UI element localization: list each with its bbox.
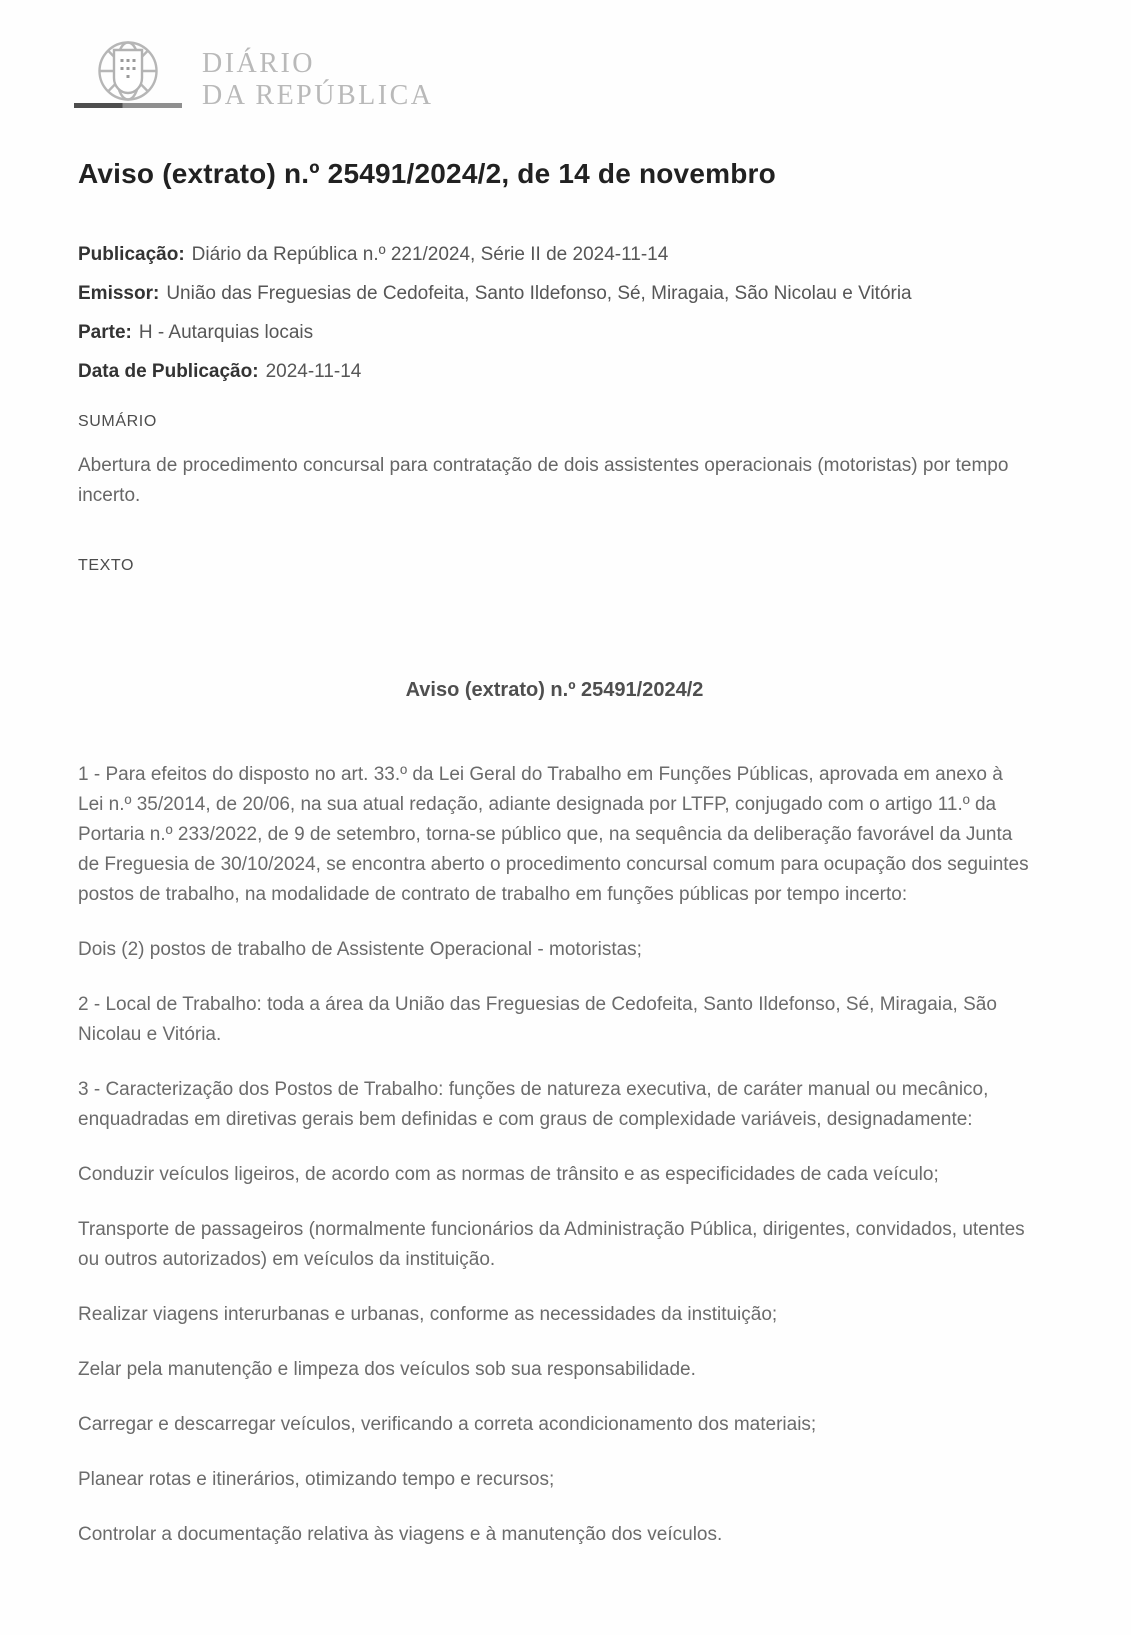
metadata-value: União das Freguesias de Cedofeita, Santo Ildefonso, Sé, Miragaia, São Nicolau e Vitória — [166, 282, 912, 304]
body-paragraph: Conduzir veículos ligeiros, de acordo com as normas de trânsito e as especificidades de cada veículo; — [78, 1163, 939, 1185]
body-paragraph: Dois (2) postos de trabalho de Assistente Operacional - motoristas; — [78, 938, 642, 960]
body-paragraph: Realizar viagens interurbanas e urbanas, conforme as necessidades da instituição; — [78, 1303, 778, 1325]
logo-line-2: DA REPÚBLICA — [202, 79, 434, 111]
metadata-value: Diário da República n.º 221/2024, Série II de 2024-11-14 — [191, 243, 669, 265]
body-paragraph: 1 - Para efeitos do disposto no art. 33.º da Lei Geral do Trabalho em Funções Públicas, aprovada em anexo à Lei n.º 35/2014, de 20/06, na sua atual redação, adiante designada por LTFP, conjugado com o artigo 11.º da Portaria n.º 233/2022, de 9 de setembro, torna-se público que, na sequência da deliberação favorável da Junta de Freguesia de 30/10/2024, se encontra aberto o procedimento concursal comum para ocupação dos seguintes postos de trabalho, na modalidade de contrato de trabalho em funções públicas por tempo incerto: — [78, 763, 1029, 905]
body-paragraph: 2 - Local de Trabalho: toda a área da União das Freguesias de Cedofeita, Santo Ildefonso, Sé, Miragaia, São Nicolau e Vitória. — [78, 993, 997, 1045]
notice-heading: Aviso (extrato) n.º 25491/2024/2 — [405, 678, 704, 701]
armillary-sphere-logo-icon — [68, 40, 180, 110]
metadata-value: 2024-11-14 — [265, 360, 362, 382]
body-paragraph: Zelar pela manutenção e limpeza dos veículos sob sua responsabilidade. — [78, 1358, 696, 1380]
metadata-row — [78, 242, 1031, 268]
logo-underline-bar — [74, 103, 182, 108]
metadata-label: Emissor: — [78, 282, 160, 304]
metadata-row — [78, 281, 1031, 307]
texto-section-label: TEXTO — [78, 556, 135, 574]
metadata-row — [78, 320, 1031, 346]
logo-line-1: DIÁRIO — [202, 48, 315, 79]
logo-wordmark — [202, 40, 433, 112]
body-paragraph: Planear rotas e itinerários, otimizando tempo e recursos; — [78, 1468, 555, 1490]
metadata-label: Data de Publicação: — [78, 360, 259, 382]
summary-section-label: SUMÁRIO — [78, 412, 157, 430]
page-title: Aviso (extrato) n.º 25491/2024/2, de 14 de novembro — [78, 157, 776, 189]
metadata-label: Publicação: — [78, 243, 185, 265]
body-paragraph: 3 - Caracterização dos Postos de Trabalho: funções de natureza executiva, de caráter manual ou mecânico, enquadradas em diretivas gerais bem definidas e com graus de complexidade variáveis, designadamente: — [78, 1078, 989, 1130]
body-paragraph: Carregar e descarregar veículos, verificando a correta acondicionamento dos materiais; — [78, 1413, 817, 1435]
metadata-section — [78, 242, 1031, 385]
metadata-value: H - Autarquias locais — [138, 321, 314, 343]
diario-da-republica-logo — [68, 40, 1031, 112]
metadata-row — [78, 359, 1031, 385]
body-paragraph: Controlar a documentação relativa às viagens e à manutenção dos veículos. — [78, 1523, 723, 1545]
body-paragraph: Transporte de passageiros (normalmente funcionários da Administração Pública, dirigentes, convidados, utentes ou outros autorizados) em veículos da instituição. — [78, 1218, 1025, 1270]
metadata-label: Parte: — [78, 321, 132, 343]
summary-text: Abertura de procedimento concursal para contratação de dois assistentes operacionais (motoristas) por tempo incerto. — [78, 454, 1009, 506]
notice-body — [78, 760, 1031, 1550]
